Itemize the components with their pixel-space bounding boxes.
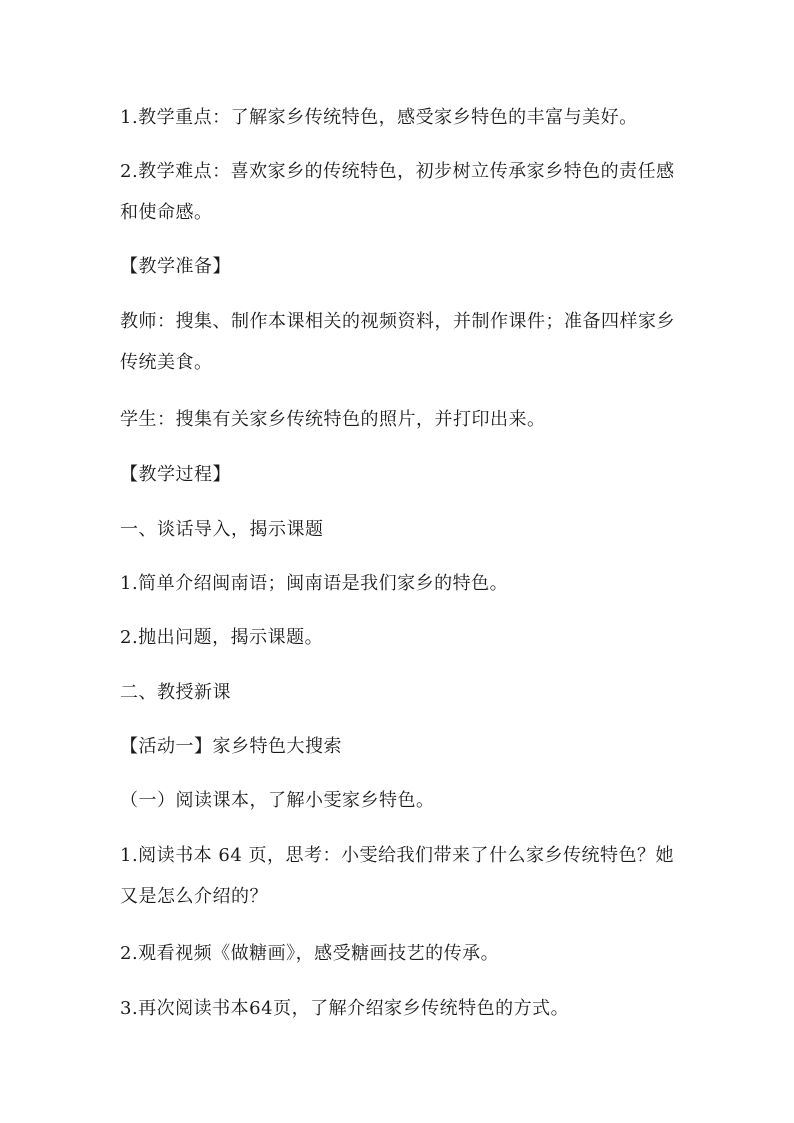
teacher-preparation-line: 教师：搜集、制作本课相关的视频资料，并制作课件；准备四样家乡 (120, 311, 675, 332)
activity-one-subheading: （一）阅读课本，了解小雯家乡特色。 (120, 790, 435, 811)
part-one-step-2: 2.抛出问题，揭示课题。 (120, 627, 324, 648)
part-one-heading: 一、谈话导入，揭示课题 (120, 519, 324, 540)
part-one-step-1: 1.简单介绍闽南语；闽南语是我们家乡的特色。 (120, 573, 509, 594)
section-heading-process: 【教学过程】 (120, 464, 231, 485)
student-preparation-line: 学生：搜集有关家乡传统特色的照片，并打印出来。 (120, 409, 546, 430)
activity-one-step-2: 2.观看视频《做糖画》，感受糖画技艺的传承。 (120, 943, 500, 964)
focus-point-line: 1.教学重点：了解家乡传统特色，感受家乡特色的丰富与美好。 (120, 107, 638, 128)
activity-one-step-1: 1.阅读书本 64 页，思考：小雯给我们带来了什么家乡传统特色？她 (120, 845, 675, 866)
activity-one-step-3: 3.再次阅读书本64页，了解介绍家乡传统特色的方式。 (120, 998, 570, 1019)
difficulty-line: 2.教学难点：喜欢家乡的传统特色，初步树立传承家乡特色的责任感 (120, 161, 675, 182)
activity-one-heading: 【活动一】家乡特色大搜索 (120, 736, 342, 757)
teacher-preparation-line-continued: 传统美食。 (120, 352, 213, 373)
activity-one-step-1-continued: 又是怎么介绍的？ (120, 886, 268, 907)
section-heading-preparation: 【教学准备】 (120, 256, 231, 277)
difficulty-line-continued: 和使命感。 (120, 202, 213, 223)
part-two-heading: 二、教授新课 (120, 682, 231, 703)
